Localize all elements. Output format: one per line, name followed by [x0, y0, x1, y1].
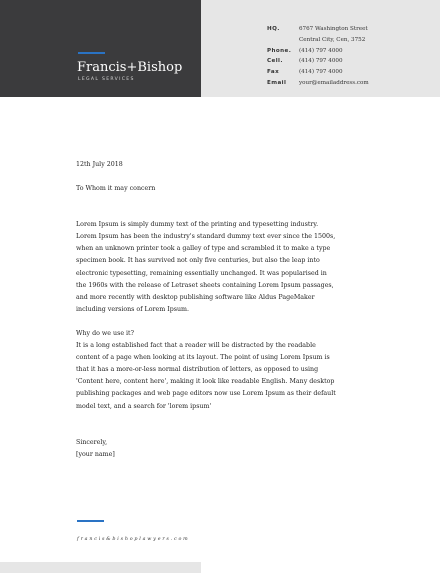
brand-accent-line — [78, 52, 105, 54]
text-line: Lorem Ipsum has been the industry's standard dummy text ever since the 1500s, — [76, 233, 336, 241]
footer-accent-line — [77, 520, 104, 522]
text-line: including versions of Lorem Ipsum. — [76, 305, 189, 313]
text-line: It is a long established fact that a reader will be distracted by the readable — [76, 342, 316, 350]
text-line: and more recently with desktop publishing software like Aldus PageMaker — [76, 293, 315, 301]
letter-paragraph-1 — [76, 219, 376, 316]
contact-label: Cell. — [267, 58, 283, 65]
text-line: when an unknown printer took a galley of type and scrambled it to make a type — [76, 245, 331, 253]
brand-name: Francis+Bishop — [77, 60, 183, 75]
contact-label: Fax — [267, 69, 280, 76]
letterhead-dark-panel — [0, 0, 201, 97]
footer-strip — [0, 562, 201, 573]
letter-body — [76, 159, 376, 461]
letter-paragraph-2 — [76, 340, 376, 413]
contact-row-cell — [267, 58, 432, 69]
letter-date: 12th July 2018 — [76, 161, 123, 168]
letter-closing: Sincerely, — [76, 438, 108, 446]
contact-label: Phone. — [267, 47, 292, 54]
text-line: that it has a more-or-less normal distribution of letters, as opposed to using — [76, 366, 319, 374]
contact-value: (414) 797 4000 — [299, 58, 343, 65]
text-line: Lorem Ipsum is simply dummy text of the printing and typesetting industry. — [76, 221, 319, 229]
contact-label: Email — [267, 79, 287, 86]
text-line: the 1960s with the release of Letraset sheets containing Lorem Ipsum passages, — [76, 281, 334, 289]
brand-tagline: LEGAL SERVICES — [78, 77, 135, 82]
letter-signature: [your name] — [76, 450, 115, 458]
contact-row-hq-line2 — [267, 37, 432, 48]
text-line: specimen book. It has survived not only five centuries, but also the leap into — [76, 257, 320, 265]
contact-value: (414) 797 4000 — [299, 69, 343, 76]
contact-value: 6767 Washington Street — [299, 26, 368, 32]
contact-row-email — [267, 80, 432, 91]
contact-label: HQ. — [267, 26, 280, 32]
contact-value: (414) 797 4000 — [299, 47, 343, 54]
footer-website: francis&bishoplawyers.com — [77, 537, 190, 542]
text-line: model text, and a search for 'lorem ipsum' — [76, 402, 212, 410]
contact-value: Central City, Cen, 3752 — [299, 36, 366, 43]
text-line: content of a page when looking at its layout. The point of using Lorem Ipsum is — [76, 354, 330, 362]
contact-value: your@emailaddress.com — [299, 79, 369, 86]
contact-row-phone — [267, 48, 432, 59]
text-line: 'Content here, content here', making it look like readable English. Many desktop — [76, 378, 335, 386]
letter-question: Why do we use it? — [76, 329, 134, 337]
text-line: publishing packages and web page editors now use Lorem Ipsum as their default — [76, 390, 336, 398]
text-line: electronic typesetting, remaining essentially unchanged. It was popularised in — [76, 269, 327, 277]
contact-block — [267, 26, 432, 91]
letter-salutation: To Whom it may concern — [76, 185, 156, 193]
